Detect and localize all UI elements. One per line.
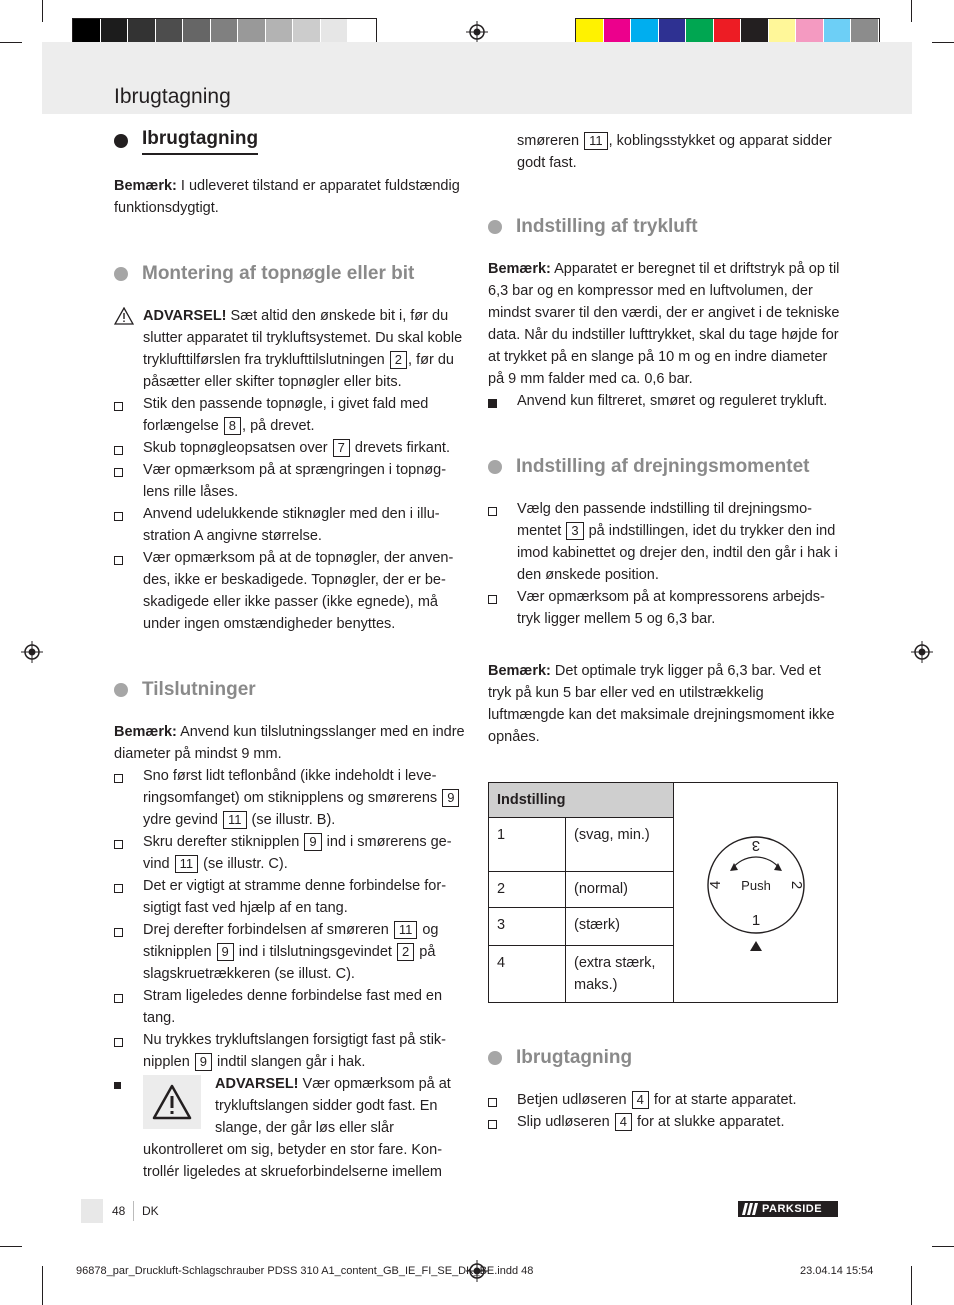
note-paragraph: Bemærk: Anvend kun tilslutningsslanger med en indre diameter på mindst 9 mm. bbox=[114, 724, 465, 762]
torque-list bbox=[488, 498, 840, 630]
registration-mark-icon bbox=[21, 641, 43, 663]
crop-mark bbox=[911, 0, 912, 22]
bullet-dot-icon bbox=[488, 220, 502, 234]
table-header: Indstilling bbox=[489, 783, 674, 818]
note-paragraph: Bemærk: I udleveret tilstand er apparatet fuldstændig funktionsdygtigt. bbox=[114, 178, 460, 216]
crop-mark bbox=[0, 42, 22, 43]
crop-mark bbox=[42, 1266, 43, 1305]
part-reference: 4 bbox=[632, 1091, 649, 1109]
dial-label-1: 1 bbox=[751, 912, 761, 929]
warning-paragraph: ADVARSEL! Sæt altid den ønskede bit i, før du slutter apparatet til trykluftsystemet. Du skal koble tryklufttilførslen fra tryklufttilslutningen 2 , før du påsætter eller skifter topnøgler eller bits. bbox=[114, 305, 466, 393]
part-reference: 9 bbox=[217, 943, 234, 961]
part-reference: 9 bbox=[304, 833, 321, 851]
dial-label-2: 2 bbox=[788, 880, 805, 890]
list-item: Nu trykkes trykluftslangen forsigtigt fast på stiknipplen 9 indtil slangen går i hak. bbox=[114, 1029, 466, 1073]
part-reference: 8 bbox=[224, 417, 241, 435]
page-number: 48 bbox=[112, 1204, 126, 1218]
list-item: Sno først lidt teflonbånd (ikke indeholdt i leveringsomfanget) om stiknipplens og smørerens 9 ydre gevind 11 (se illustr. B). bbox=[114, 765, 466, 831]
bullet-dot-icon bbox=[114, 267, 128, 281]
list-item: Det er vigtigt at stramme denne forbindelse forsigtigt fast ved hjælp af en tang. bbox=[114, 875, 466, 919]
list-item: Skub topnøgleopsatsen over 7 drevets firkant. bbox=[114, 437, 466, 459]
file-slug: 96878_par_Druckluft-Schlagschrauber PDSS 310 A1_content_GB_IE_FI_SE_DK_BE.indd 48 bbox=[76, 1265, 534, 1277]
part-reference: 11 bbox=[223, 811, 247, 829]
dial-label-3: 3 bbox=[751, 837, 761, 854]
bullet-dot-icon bbox=[488, 1051, 502, 1065]
table-cell: (stærk) bbox=[566, 908, 674, 946]
warning-block: ADVARSEL! Vær opmærksom på at trykluftslangen sidder godt fast. En slange, der går løs eller slår ukontrolleret om sig, betyder en stor fare. Kontrollér ligeledes at skrueforbindelserne imellem bbox=[114, 1073, 466, 1183]
connection-list bbox=[114, 765, 466, 1073]
torque-dial-icon bbox=[682, 789, 830, 979]
list-item: Betjen udløseren 4 for at starte apparatet. bbox=[488, 1089, 840, 1111]
crop-mark bbox=[42, 0, 43, 22]
table-cell: 3 bbox=[489, 908, 566, 946]
table-cell: 2 bbox=[489, 872, 566, 908]
part-reference: 7 bbox=[333, 439, 350, 457]
use-list bbox=[488, 1089, 840, 1133]
part-reference: 2 bbox=[397, 943, 414, 961]
list-item: Vælg den passende indstilling til drejningsmomentet 3 på indstillingen, idet du trykker den ind imod kabinettet og drejer den, indtil den går i hak i den ønskede position. bbox=[488, 498, 840, 586]
section-heading-montering: Montering af topnøgle eller bit bbox=[114, 261, 466, 287]
part-reference: 3 bbox=[566, 522, 583, 540]
bullet-dot-icon bbox=[114, 134, 128, 148]
note-paragraph: Bemærk: Apparatet er beregnet til et driftstryk på op til 6,3 bar og en kompressor med en luftvolumen, der mindst svarer til den værdi, der er angivet i de tekniske data. Når du indstiller lufttrykket, skal du tage højde for at trykket på en slange på 10 m og en indre diameter på 9 mm falder med ca. 0,6 bar. bbox=[488, 261, 840, 387]
continued-paragraph: smøreren 11 , koblingsstykket og apparat sidder godt fast. bbox=[517, 133, 832, 171]
footer-divider bbox=[133, 1201, 134, 1221]
dial-push-label: Push bbox=[741, 878, 771, 893]
list-item: Drej derefter forbindelsen af smøreren 11 og stiknipplen 9 ind i tilslutningsgevindet 2 på slagskruetrækkeren (se illust. C). bbox=[114, 919, 466, 985]
section-heading-trykluft: Indstilling af trykluft bbox=[488, 214, 840, 240]
part-reference: 9 bbox=[442, 789, 459, 807]
parkside-logo: PARKSIDE bbox=[738, 1201, 838, 1217]
dial-pointer-icon bbox=[750, 941, 762, 951]
list-item: Vær opmærksom på at kompressorens arbejdstryk ligger mellem 5 og 6,3 bar. bbox=[488, 586, 840, 630]
section-heading-drejningsmoment: Indstilling af drejningsmomentet bbox=[488, 454, 840, 480]
logo-stripes-icon bbox=[742, 1203, 758, 1215]
page-title: Ibrugtagning bbox=[114, 85, 231, 108]
part-reference: 11 bbox=[175, 855, 199, 873]
crop-mark bbox=[932, 1246, 954, 1247]
list-item: Slip udløseren 4 for at slukke apparatet. bbox=[488, 1111, 840, 1133]
section-heading-tilslutninger: Tilslutninger bbox=[114, 677, 466, 703]
registration-mark-icon bbox=[911, 641, 933, 663]
section-heading-ibrugtagning: Ibrugtagning bbox=[114, 126, 466, 155]
mount-list bbox=[114, 393, 466, 635]
table-cell: (extra stærk, maks.) bbox=[566, 946, 674, 1003]
settings-table bbox=[488, 782, 838, 1003]
bullet-dot-icon bbox=[488, 460, 502, 474]
part-reference: 9 bbox=[195, 1053, 212, 1071]
list-item: Skru derefter stiknipplen 9 ind i smørerens gevind 11 (se illustr. C). bbox=[114, 831, 466, 875]
crop-mark bbox=[932, 42, 954, 43]
list-item: Anvend udelukkende stiknøgler med den i illustration A angivne størrelse. bbox=[114, 503, 466, 547]
registration-mark-icon bbox=[466, 21, 488, 43]
table-cell: (normal) bbox=[566, 872, 674, 908]
list-item: Anvend kun filtreret, smøret og reguleret trykluft. bbox=[488, 390, 840, 412]
list-item: Stram ligeledes denne forbindelse fast med en tang. bbox=[114, 985, 466, 1029]
table-cell: 4 bbox=[489, 946, 566, 1003]
right-column-main bbox=[488, 214, 840, 1133]
part-reference: 2 bbox=[390, 351, 407, 369]
warning-triangle-icon bbox=[114, 307, 134, 325]
dial-illustration-cell bbox=[674, 783, 838, 1003]
part-reference: 4 bbox=[615, 1113, 632, 1131]
dial-label-4: 4 bbox=[707, 880, 724, 890]
bullet-dot-icon bbox=[114, 683, 128, 697]
language-code: DK bbox=[142, 1204, 159, 1218]
warning-icon-box bbox=[143, 1075, 201, 1129]
footer-tab bbox=[81, 1199, 103, 1223]
section-heading-ibrugtagning-2: Ibrugtagning bbox=[488, 1045, 840, 1071]
air-list bbox=[488, 390, 840, 412]
list-item: Stik den passende topnøgle, i givet fald med forlængelse 8 , på drevet. bbox=[114, 393, 466, 437]
crop-mark bbox=[911, 1266, 912, 1305]
crop-mark bbox=[0, 1246, 22, 1247]
list-item: Vær opmærksom på at sprængringen i topnøglens rille låses. bbox=[114, 459, 466, 503]
warning-triangle-icon bbox=[152, 1084, 192, 1120]
table-cell: (svag, min.) bbox=[566, 818, 674, 872]
left-column bbox=[114, 126, 466, 1183]
table-cell: 1 bbox=[489, 818, 566, 872]
part-reference: 11 bbox=[394, 921, 418, 939]
note-paragraph: Bemærk: Det optimale tryk ligger på 6,3 bar. Ved et tryk på kun 5 bar eller ved en utilstrækkelig luftmængde kan det maksimale drejningsmoment ikke opnåes. bbox=[488, 663, 835, 745]
part-reference: 11 bbox=[584, 132, 608, 150]
right-column bbox=[488, 126, 840, 174]
date-slug: 23.04.14 15:54 bbox=[800, 1265, 874, 1277]
list-item: Vær opmærksom på at de topnøgler, der anvendes, ikke er beskadigede. Topnøgler, der er beskadigede eller ikke passer (ikke egnede), må under ingen omstændigheder benyttes. bbox=[114, 547, 466, 635]
